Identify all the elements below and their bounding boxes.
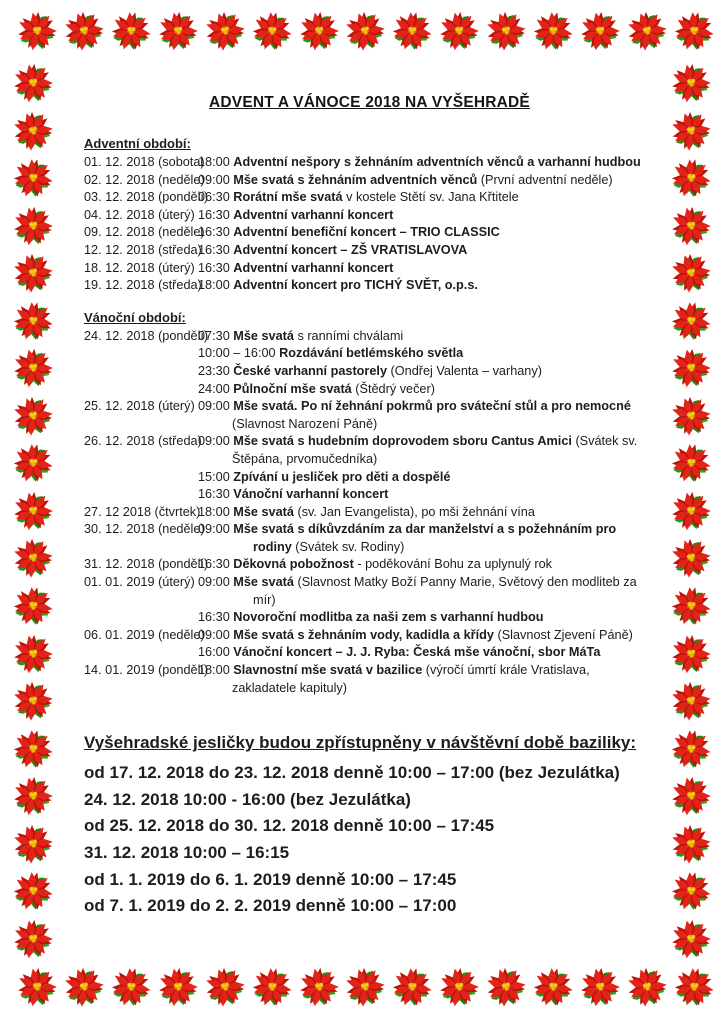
poinsettia-icon <box>245 5 298 58</box>
event-detail-text: mír) <box>253 592 276 607</box>
event-line <box>198 521 655 539</box>
schedule-row <box>84 277 655 295</box>
poinsettia-icon <box>7 580 60 633</box>
poinsettia-icon <box>577 964 623 1010</box>
schedule-row <box>84 154 655 172</box>
event-date: 04. 12. 2018 (úterý) <box>84 207 195 222</box>
event-date: 12. 12. 2018 (středa) <box>84 242 202 257</box>
event-title-text: Rorátní mše svatá <box>233 190 343 205</box>
poinsettia-icon <box>665 675 716 726</box>
event-title-text: Mše svatá <box>233 328 294 343</box>
poinsettia-icon <box>7 437 60 490</box>
poinsettia-icon <box>10 60 56 106</box>
event-line <box>198 662 655 680</box>
poinsettia-icon <box>577 8 623 54</box>
poinsettia-icon <box>668 488 714 534</box>
poinsettia-icon <box>340 5 391 56</box>
poinsettia-icon <box>10 488 56 534</box>
event-lines <box>198 504 655 522</box>
nativity-line: 31. 12. 2018 10:00 – 16:15 <box>84 843 290 862</box>
event-lines <box>198 521 655 556</box>
section-heading: Vánoční období: <box>84 309 186 325</box>
event-detail-text: (výročí úmrtí krále Vratislava, <box>422 663 590 678</box>
poinsettia-icon <box>7 390 58 441</box>
event-date: 31. 12. 2018 (pondělí) <box>84 557 209 572</box>
event-title-text: Mše svatá <box>233 504 294 519</box>
event-detail-text: 18:00 <box>198 155 234 169</box>
event-title-text: Mše svatá s žehnáním vody, kadidla a křídy <box>233 627 494 642</box>
poinsettia-icon <box>436 8 482 54</box>
event-lines <box>198 172 655 190</box>
event-date: 06. 01. 2019 (neděle) <box>84 627 205 642</box>
event-lines <box>198 224 655 242</box>
event-line <box>198 224 655 242</box>
nativity-line: od 1. 1. 2019 do 6. 1. 2019 denně 10:00 – 17:45 <box>84 869 457 889</box>
poinsettia-icon <box>665 865 718 918</box>
event-line <box>198 277 655 295</box>
event-detail-text: 23:30 <box>198 363 234 378</box>
poinsettia-icon <box>199 5 250 56</box>
event-detail-text: - poděkování Bohu za uplynulý rok <box>353 557 553 572</box>
border-top <box>14 8 717 58</box>
event-detail-text: zakladatele kapituly) <box>232 680 347 695</box>
event-detail-text: (Svátek sv. Rodiny) <box>291 539 405 554</box>
event-detail-text: 24:00 <box>198 381 234 396</box>
schedule-row <box>84 521 655 556</box>
schedule-row <box>84 556 655 574</box>
event-title-text: Rozdávání betlémského světla <box>279 346 464 361</box>
poinsettia-icon <box>14 964 60 1010</box>
section-heading: Adventní období: <box>84 136 191 151</box>
poinsettia-icon <box>665 818 716 869</box>
event-date: 30. 12. 2018 (neděle) <box>84 522 205 537</box>
event-lines <box>198 556 655 574</box>
event-date: 26. 12. 2018 (středa) <box>84 434 202 449</box>
event-line <box>198 609 655 627</box>
poinsettia-icon <box>668 60 714 106</box>
poinsettia-icon <box>668 5 721 58</box>
event-title-text: Adventní koncert – ZŠ VRATISLAVOVA <box>233 242 468 257</box>
poinsettia-icon <box>7 533 58 584</box>
nativity-line: 24. 12. 2018 10:00 - 16:00 (bez Jezulátka) <box>84 789 411 809</box>
poinsettia-icon <box>621 961 672 1012</box>
poinsettia-icon <box>105 5 158 58</box>
poinsettia-icon <box>668 773 714 819</box>
event-line <box>253 592 655 610</box>
event-detail-text: (Ondřej Valenta – varhany) <box>387 363 542 378</box>
event-detail-text: 18:00 <box>198 278 234 293</box>
poinsettia-icon <box>7 722 60 775</box>
event-line <box>198 556 655 574</box>
event-line <box>198 172 655 190</box>
event-line <box>198 363 655 381</box>
poinsettia-icon <box>10 345 56 391</box>
poinsettia-icon <box>665 152 718 205</box>
poinsettia-icon <box>436 964 482 1010</box>
schedule-row <box>84 207 655 225</box>
event-lines <box>198 242 655 260</box>
schedule <box>84 136 655 697</box>
event-title-text: Vánoční koncert – J. J. Ryba: Česká mše vánoční, sbor MáTa <box>233 645 601 660</box>
nativity-line: od 7. 1. 2019 do 2. 2. 2019 denně 10:00 – 17:00 <box>84 896 457 916</box>
event-line <box>198 242 655 260</box>
event-detail-text: (Slavnost Matky Boží Panny Marie, Světový den modliteb za <box>293 575 637 590</box>
event-detail-text: 09:00 <box>198 575 234 590</box>
border-right <box>668 60 718 962</box>
event-line <box>198 574 655 592</box>
event-title-text: Vánoční varhanní koncert <box>233 487 389 502</box>
poinsettia-icon <box>58 5 109 56</box>
poinsettia-icon <box>668 631 714 677</box>
schedule-row <box>84 224 655 242</box>
event-line <box>198 381 655 399</box>
event-detail-text: s ranními chválami <box>293 328 404 343</box>
poinsettia-icon <box>7 675 58 726</box>
event-detail-text: 07:30 <box>198 328 234 343</box>
schedule-row <box>84 328 655 398</box>
nativity-heading: Vyšehradské jesličky budou zpřístupněny v návštěvní době baziliky: <box>84 733 637 753</box>
event-line <box>198 398 655 416</box>
poinsettia-icon <box>668 203 714 249</box>
event-line <box>198 469 655 487</box>
event-title-text: Mše svatá s díkůvzdáním za dar manželství a s požehnáním pro <box>233 522 617 537</box>
event-detail-text: (Slavnost Zjevení Páně) <box>493 627 633 642</box>
poinsettia-icon <box>665 437 718 490</box>
nativity-line: od 25. 12. 2018 do 30. 12. 2018 denně 10:00 – 17:45 <box>84 816 495 836</box>
event-detail-text: (Svátek sv. <box>571 434 638 449</box>
event-line <box>198 504 655 522</box>
event-detail-text: 16:30 <box>198 225 234 240</box>
poinsettia-icon <box>296 8 342 54</box>
event-detail-text: 16:30 <box>198 557 234 572</box>
event-detail-text: 10:00 – 16:00 <box>198 346 280 361</box>
event-line <box>198 328 655 346</box>
event-lines <box>198 154 655 172</box>
event-title-text: rodiny <box>253 539 292 554</box>
poinsettia-icon <box>665 533 716 584</box>
schedule-row <box>84 189 655 207</box>
event-detail-text: 16:30 <box>198 242 234 257</box>
event-detail-text: 16:30 <box>198 610 234 625</box>
event-date: 24. 12. 2018 (pondělí) <box>84 328 209 343</box>
document-content <box>84 94 655 920</box>
poinsettia-icon <box>621 5 672 56</box>
event-lines <box>198 189 655 207</box>
poinsettia-icon <box>10 916 56 962</box>
poinsettia-icon <box>665 390 716 441</box>
event-title-text: Novoroční modlitba za naši zem s varhanní hudbou <box>233 610 544 625</box>
event-date: 19. 12. 2018 (středa) <box>84 278 202 293</box>
poinsettia-icon <box>7 865 60 918</box>
event-lines <box>198 277 655 295</box>
event-title-text: Mše svatá. Po ní žehnání pokrmů pro sváteční stůl a pro nemocné <box>233 399 631 414</box>
event-detail-text: 16:30 <box>198 487 234 502</box>
event-title-text: Mše svatá s žehnáním adventních věnců <box>233 172 478 187</box>
event-detail-text: (První adventní neděle) <box>477 172 613 187</box>
poinsettia-icon <box>665 294 718 347</box>
event-lines <box>198 328 655 398</box>
border-left <box>10 60 60 962</box>
poinsettia-icon <box>199 961 250 1012</box>
event-line <box>232 416 655 434</box>
nativity-line: od 17. 12. 2018 do 23. 12. 2018 denně 10:00 – 17:00 (bez Jezulátka) <box>84 763 620 783</box>
event-line <box>232 451 655 469</box>
schedule-row <box>84 504 655 522</box>
event-detail-text: 15:00 <box>198 469 234 484</box>
event-line <box>198 486 655 504</box>
poinsettia-icon <box>105 961 158 1014</box>
poinsettia-icon <box>7 294 60 347</box>
event-line <box>198 627 655 645</box>
schedule-row <box>84 260 655 278</box>
event-line <box>198 154 655 172</box>
event-line <box>198 260 655 278</box>
event-line <box>198 189 655 207</box>
event-title-text: Mše svatá <box>233 575 294 590</box>
event-lines <box>198 433 655 503</box>
event-lines <box>198 398 655 433</box>
event-lines <box>198 627 655 662</box>
event-title-text: Mše svatá s hudebním doprovodem sboru Cantus Amici <box>233 434 572 449</box>
event-detail-text: 18:00 <box>198 504 234 519</box>
poinsettia-icon <box>527 961 580 1014</box>
poinsettia-icon <box>296 964 342 1010</box>
poinsettia-icon <box>481 961 532 1012</box>
event-title-text: Děkovná pobožnost <box>233 557 354 572</box>
poinsettia-icon <box>665 105 716 156</box>
poinsettia-icon <box>155 8 201 54</box>
poinsettia-icon <box>7 818 58 869</box>
event-date: 01. 01. 2019 (úterý) <box>84 575 195 590</box>
poinsettia-icon <box>7 105 58 156</box>
nativity-hours <box>84 760 655 920</box>
poinsettia-icon <box>665 580 718 633</box>
event-date: 03. 12. 2018 (pondělí) <box>84 190 209 205</box>
event-detail-text: 16:00 <box>198 645 234 660</box>
schedule-row <box>84 433 655 503</box>
event-detail-text: 09:00 <box>198 434 234 449</box>
event-date: 01. 12. 2018 (sobota) <box>84 155 205 169</box>
schedule-row <box>84 627 655 662</box>
event-title-text: Adventní varhanní koncert <box>233 207 394 222</box>
border-bottom <box>14 964 717 1014</box>
poinsettia-icon <box>668 345 714 391</box>
poinsettia-icon <box>665 722 718 775</box>
poinsettia-icon <box>527 5 580 58</box>
event-line <box>198 345 655 363</box>
page-title: ADVENT A VÁNOCE 2018 NA VYŠEHRADĚ <box>209 94 530 111</box>
event-lines <box>198 662 655 697</box>
poinsettia-icon <box>386 5 439 58</box>
event-detail-text: 09:00 <box>198 172 234 187</box>
event-detail-text: v kostele Stětí sv. Jana Křtitele <box>342 190 519 205</box>
event-title-text: Půlnoční mše svatá <box>233 381 352 396</box>
event-title-text: Adventní koncert pro TICHÝ SVĚT, o.p.s. <box>233 278 478 293</box>
poinsettia-icon <box>245 961 298 1014</box>
event-title-text: Adventní nešpory s žehnáním adventních věnců a varhanní hudbou <box>233 155 641 169</box>
event-detail-text: (Štědrý večer) <box>351 381 435 396</box>
event-line <box>198 207 655 225</box>
poinsettia-icon <box>481 5 532 56</box>
event-title-text: Adventní benefiční koncert – TRIO CLASSIC <box>233 225 500 240</box>
event-detail-text: 09:00 <box>198 399 234 414</box>
event-detail-text: 18:00 <box>198 663 234 678</box>
poinsettia-icon <box>14 8 60 54</box>
event-lines <box>198 574 655 627</box>
poinsettia-icon <box>10 631 56 677</box>
poinsettia-icon <box>10 773 56 819</box>
event-detail-text: 09:00 <box>198 522 234 537</box>
event-date: 09. 12. 2018 (neděle) <box>84 225 205 240</box>
event-title-text: Zpívání u jesliček pro děti a dospělé <box>233 469 451 484</box>
event-date: 14. 01. 2019 (pondělí) <box>84 663 209 678</box>
event-date: 02. 12. 2018 (neděle) <box>84 172 205 187</box>
event-title-text: Slavnostní mše svatá v bazilice <box>233 663 423 678</box>
poinsettia-icon <box>7 152 60 205</box>
event-detail-text: 16:30 <box>198 207 234 222</box>
poinsettia-icon <box>58 961 109 1012</box>
schedule-row <box>84 574 655 627</box>
poinsettia-icon <box>668 916 714 962</box>
event-detail-text: 16:30 <box>198 260 234 275</box>
event-line <box>198 433 655 451</box>
schedule-row <box>84 398 655 433</box>
poinsettia-icon <box>340 961 391 1012</box>
event-title-text: Adventní varhanní koncert <box>233 260 394 275</box>
event-detail-text: (sv. Jan Evangelista), po mši žehnání vína <box>293 504 535 519</box>
event-detail-text: (Slavnost Narození Páně) <box>232 416 378 431</box>
event-lines <box>198 207 655 225</box>
poinsettia-icon <box>10 203 56 249</box>
event-detail-text: Štěpána, prvomučedníka) <box>232 451 378 466</box>
event-date: 27. 12 2018 (čtvrtek) <box>84 504 201 519</box>
event-line <box>232 680 655 698</box>
poinsettia-icon <box>7 248 58 299</box>
schedule-row <box>84 242 655 260</box>
event-lines <box>198 260 655 278</box>
event-detail-text: 09:00 <box>198 627 234 642</box>
event-line <box>198 644 655 662</box>
poinsettia-icon <box>155 964 201 1010</box>
event-detail-text: 06:30 <box>198 190 234 205</box>
event-line <box>253 539 655 557</box>
schedule-row <box>84 662 655 697</box>
poinsettia-icon <box>386 961 439 1014</box>
poinsettia-icon <box>665 248 716 299</box>
event-date: 25. 12. 2018 (úterý) <box>84 399 195 414</box>
nativity-section <box>84 733 655 920</box>
event-date: 18. 12. 2018 (úterý) <box>84 260 195 275</box>
poinsettia-icon <box>668 961 721 1014</box>
schedule-row <box>84 172 655 190</box>
event-title-text: České varhanní pastorely <box>233 363 388 378</box>
